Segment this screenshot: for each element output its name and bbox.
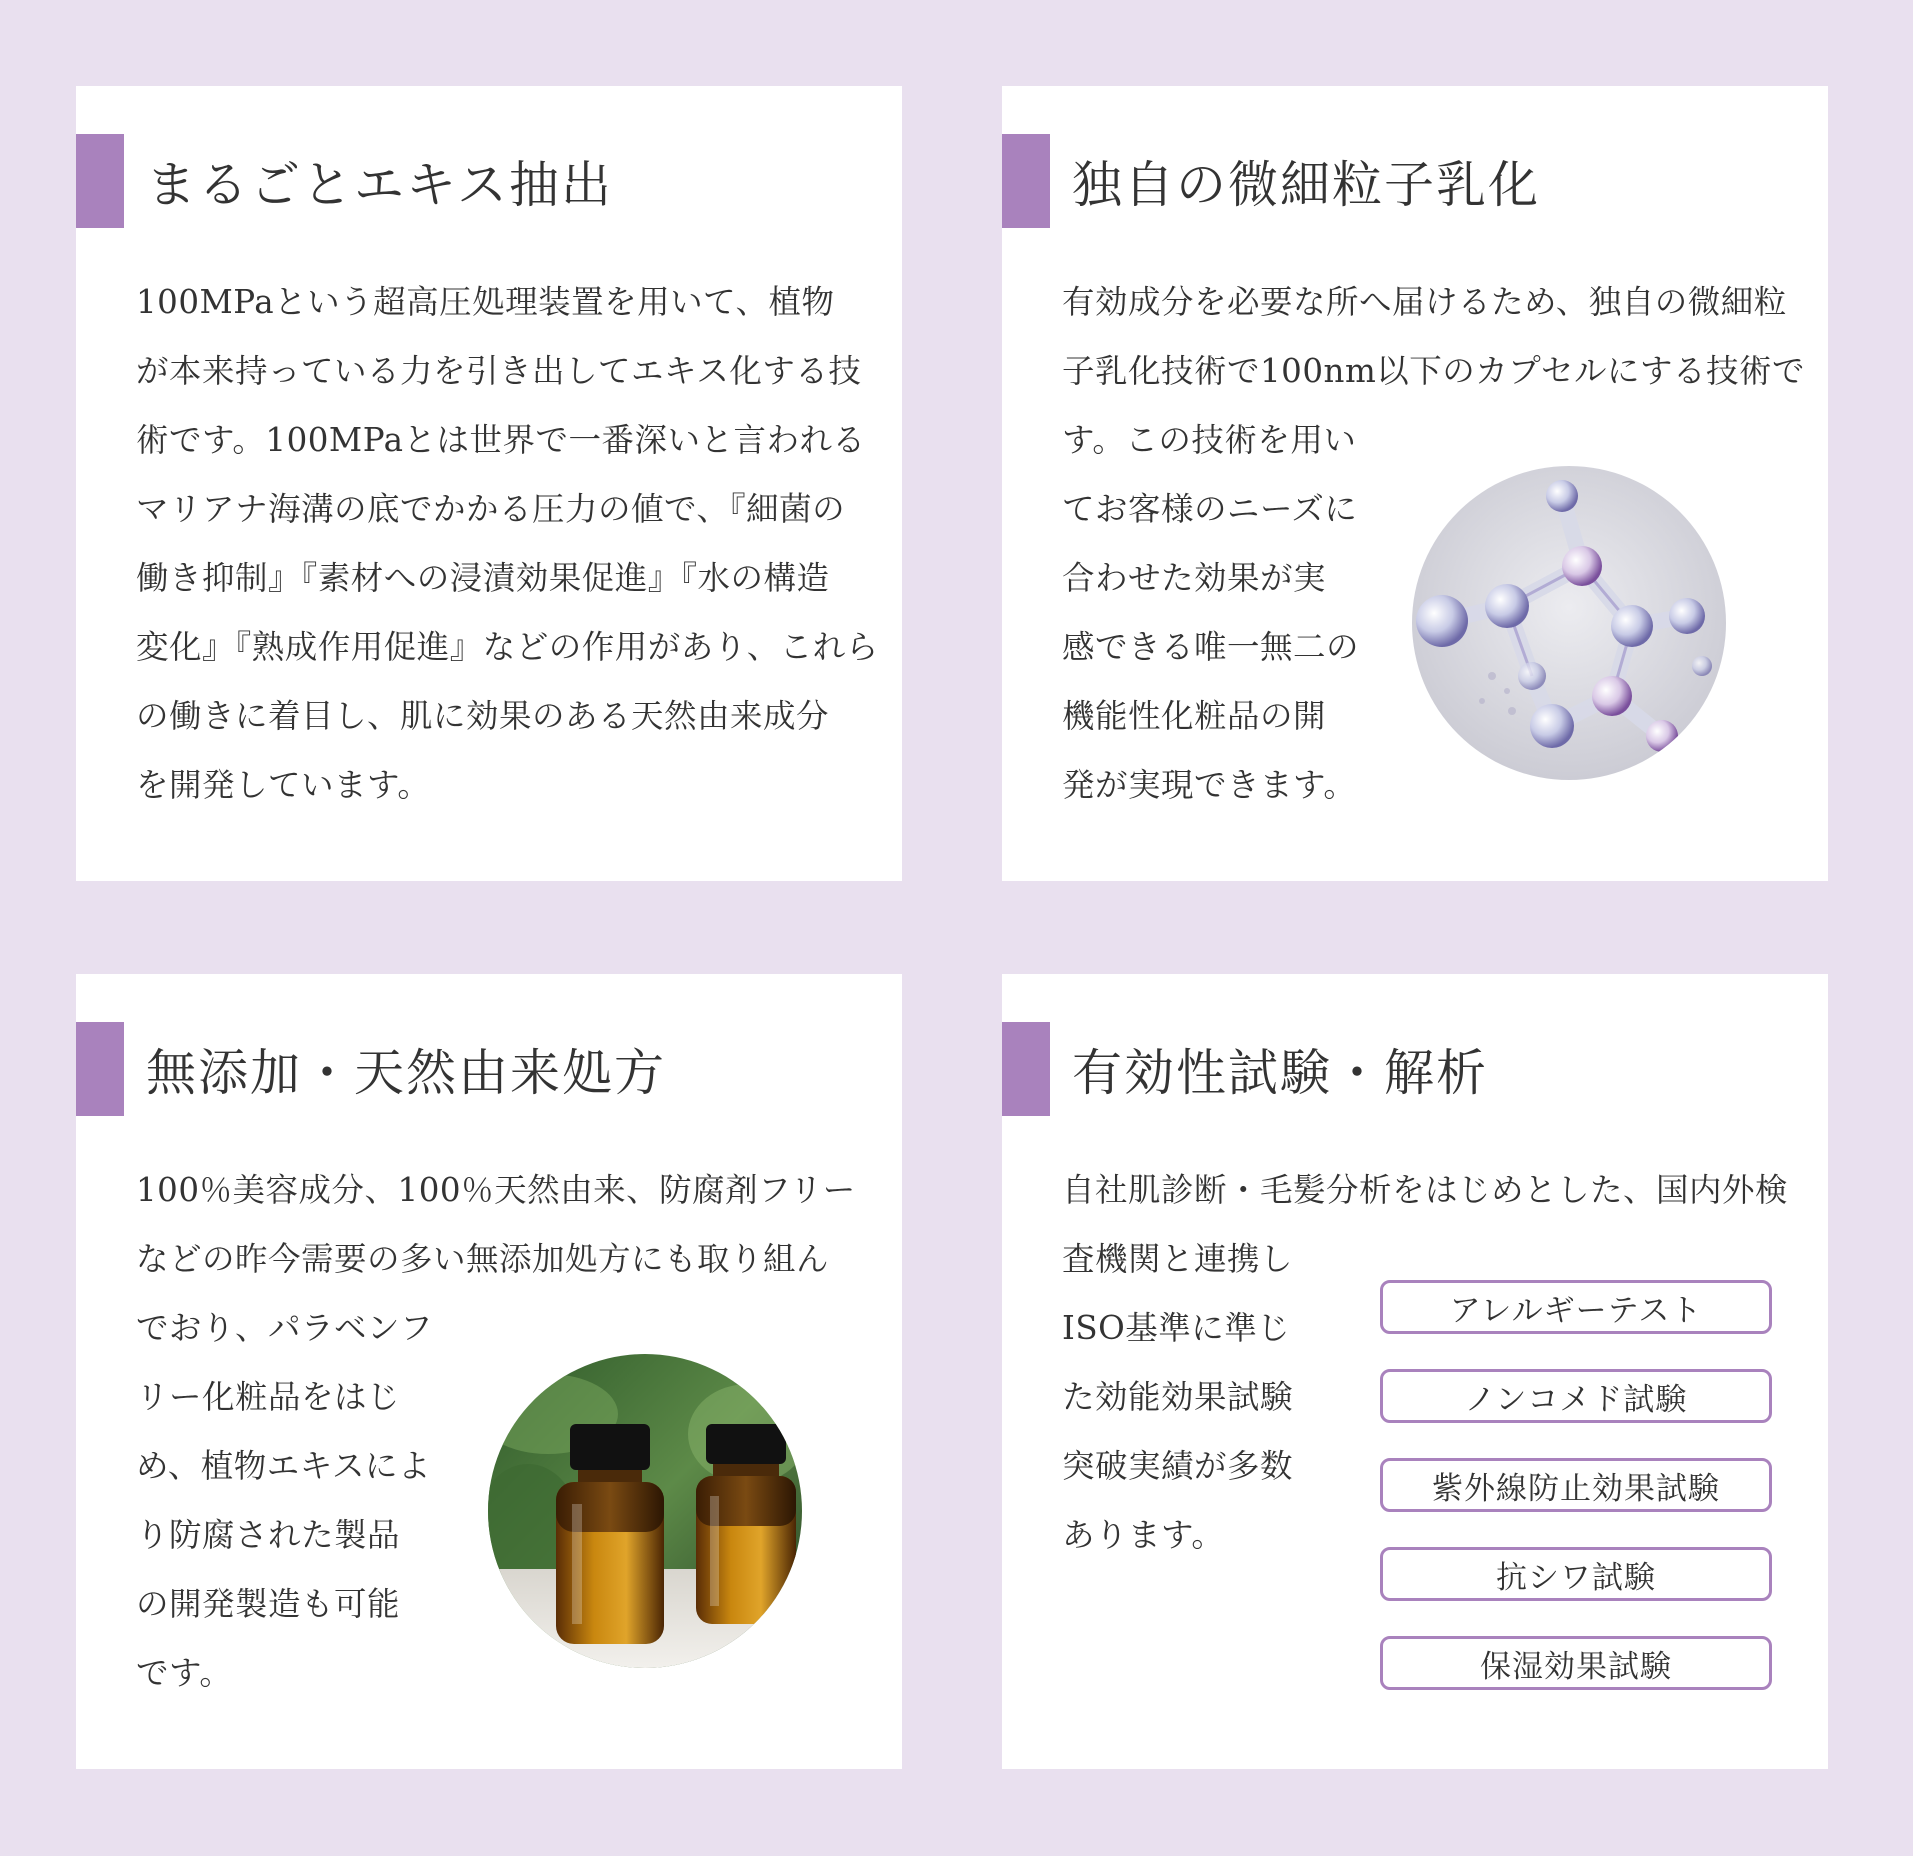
card-heading: [1002, 1022, 1488, 1116]
body-line: め、植物エキスによ: [136, 1447, 432, 1485]
heading-accent-bar: [1002, 1022, 1050, 1116]
body-line: ISO基準に準じ: [1062, 1309, 1291, 1347]
heading-accent-bar: [1002, 134, 1050, 228]
card-title: まるごとエキス抽出: [146, 156, 613, 214]
card-title: 有効性試験・解析: [1072, 1044, 1488, 1102]
body-line: 100MPaという超高圧処理装置を用いて、植物: [136, 283, 835, 321]
card-additive-free: [76, 974, 902, 1769]
molecule-photo-icon: [1412, 466, 1726, 780]
test-badge-moisturizing: 保湿効果試験: [1380, 1636, 1772, 1690]
body-line: 働き抑制』『素材への浸漬効果促進』『水の構造: [136, 559, 830, 597]
card-body: [136, 268, 879, 820]
body-line: を開発しています。: [136, 766, 431, 804]
body-line: 有効成分を必要な所へ届けるため、独自の微細粒: [1062, 283, 1787, 321]
body-line: 自社肌診断・毛髪分析をはじめとした、国内外検: [1062, 1171, 1789, 1209]
body-line: す。この技術を用い: [1062, 421, 1357, 459]
body-line: た効能効果試験: [1062, 1378, 1294, 1416]
body-line: の開発製造も可能: [136, 1585, 401, 1623]
body-line: 術です。100MPaとは世界で一番深いと言われる: [136, 421, 866, 459]
body-line: です。: [136, 1654, 233, 1692]
body-line: てお客様のニーズに: [1062, 490, 1358, 528]
body-line: り防腐された製品: [136, 1516, 401, 1554]
body-line: 発が実現できます。: [1062, 766, 1357, 804]
card-heading: [76, 1022, 666, 1116]
body-line: 突破実績が多数: [1062, 1447, 1294, 1485]
heading-accent-bar: [76, 134, 124, 228]
body-line: 感できる唯一無二の: [1062, 628, 1360, 666]
card-title: 独自の微細粒子乳化: [1072, 156, 1540, 214]
body-line: リー化粧品をはじ: [136, 1378, 401, 1416]
body-line: 変化』『熟成作用促進』などの作用があり、これら: [136, 628, 879, 666]
body-line: などの昨今需要の多い無添加処方にも取り組ん: [136, 1240, 830, 1278]
test-badge-anti-wrinkle: 抗シワ試験: [1380, 1547, 1772, 1601]
heading-accent-bar: [76, 1022, 124, 1116]
body-line: でおり、パラベンフ: [136, 1309, 434, 1347]
card-heading: [76, 134, 613, 228]
body-line: 合わせた効果が実: [1062, 559, 1327, 597]
test-badge-uv-protection: 紫外線防止効果試験: [1380, 1458, 1772, 1512]
body-line: の働きに着目し、肌に効果のある天然由来成分: [136, 697, 830, 735]
body-line: 100％美容成分、100％天然由来、防腐剤フリー: [136, 1171, 856, 1209]
body-line: 子乳化技術で100nm以下のカプセルにする技術で: [1062, 352, 1805, 390]
card-heading: [1002, 134, 1540, 228]
test-badge-noncomedogenic: ノンコメド試験: [1380, 1369, 1772, 1423]
test-badge-allergy: アレルギーテスト: [1380, 1280, 1772, 1334]
test-badge-list: [1380, 1280, 1772, 1725]
amber-bottles-photo-icon: [488, 1354, 802, 1668]
body-line: が本来持っている力を引き出してエキス化する技: [136, 352, 862, 390]
body-line: あります。: [1062, 1516, 1225, 1554]
body-line: 機能性化粧品の開: [1062, 697, 1327, 735]
body-line: 査機関と連携し: [1062, 1240, 1294, 1278]
card-title: 無添加・天然由来処方: [146, 1044, 666, 1102]
card-efficacy-testing: [1002, 974, 1828, 1769]
card-whole-extract: [76, 86, 902, 881]
body-line: マリアナ海溝の底でかかる圧力の値で、『細菌の: [136, 490, 846, 528]
card-fine-emulsion: [1002, 86, 1828, 881]
